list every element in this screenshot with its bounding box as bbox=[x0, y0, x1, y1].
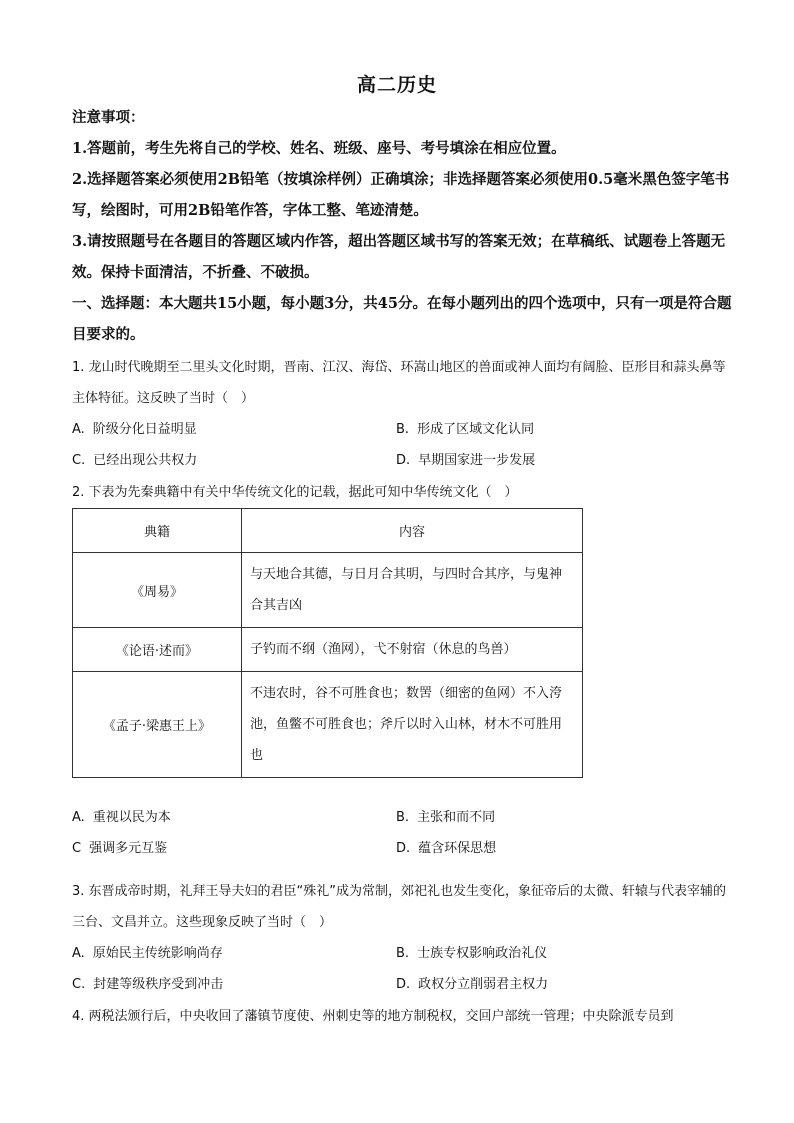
table-row bbox=[73, 628, 583, 672]
section-heading: 一、选择题：本大题共15小题，每小题3分，共45分。在每小题列出的四个选项中，只有一项是符合题目要求的。 bbox=[72, 295, 732, 343]
option-key: C. bbox=[72, 977, 86, 992]
option-key: D. bbox=[396, 453, 411, 468]
option-d[interactable] bbox=[396, 445, 535, 476]
table-cell-content: 子钓而不纲（渔网），弋不射宿（休息的鸟兽） bbox=[242, 628, 583, 672]
option-key: B. bbox=[396, 422, 410, 437]
option-text: 士族专权影响政治礼仪 bbox=[417, 946, 548, 961]
table-cell-book: 《周易》 bbox=[73, 553, 242, 628]
option-text: 重视以民为本 bbox=[92, 810, 171, 825]
option-text: 主张和而不同 bbox=[417, 810, 496, 825]
notice-item-1: 1.答题前，考生先将自己的学校、姓名、班级、座号、考号填涂在相应位置。 bbox=[72, 140, 566, 157]
table-header-content: 内容 bbox=[242, 509, 583, 553]
option-text: 阶级分化日益明显 bbox=[92, 422, 197, 437]
option-b[interactable] bbox=[396, 414, 534, 445]
option-text: 早期国家进一步发展 bbox=[418, 453, 536, 468]
option-key: D. bbox=[396, 977, 411, 992]
option-c[interactable] bbox=[72, 445, 197, 476]
option-a[interactable] bbox=[72, 802, 171, 833]
question-3-options bbox=[72, 938, 732, 1000]
page-title: 高二历史 bbox=[356, 74, 437, 96]
option-a[interactable] bbox=[72, 938, 223, 969]
option-text: 政权分立削弱君主权力 bbox=[418, 977, 549, 992]
option-text: 封建等级秩序受到冲击 bbox=[93, 977, 224, 992]
table-header-book: 典籍 bbox=[73, 509, 242, 553]
option-text: 原始民主传统影响尚存 bbox=[92, 946, 223, 961]
table-row bbox=[73, 672, 583, 778]
option-c[interactable] bbox=[72, 969, 223, 1000]
notice-item-3: 3.请按照题号在各题目的答题区域内作答，超出答题区域书写的答案无效；在草稿纸、试题卷上答题无效。保持卡面清洁，不折叠、不破损。 bbox=[72, 233, 726, 281]
question-1-options bbox=[72, 414, 732, 476]
notice-item-2: 2.选择题答案必须使用2B铅笔（按填涂样例）正确填涂；非选择题答案必须使用0.5毫米黑色签字笔书写，绘图时，可用2B铅笔作答，字体工整、笔迹清楚。 bbox=[72, 171, 730, 219]
table-header-row bbox=[73, 509, 583, 553]
table-cell-book: 《论语·述而》 bbox=[73, 628, 242, 672]
option-b[interactable] bbox=[396, 938, 547, 969]
option-key: A. bbox=[72, 946, 85, 961]
question-3-stem: 3. 东晋成帝时期，礼拜王导夫妇的君臣“殊礼”成为常制，郊祀礼也发生变化，象征帝后的太微、轩辕与代表宰辅的三台、文昌并立。这些现象反映了当时（ ） bbox=[72, 884, 727, 930]
option-key: A. bbox=[72, 810, 85, 825]
option-key: B. bbox=[396, 946, 410, 961]
notice-heading: 注意事项： bbox=[72, 109, 145, 126]
table-cell-content: 不违农时，谷不可胜食也；数罟（细密的鱼网）不入洿池，鱼鳖不可胜食也；斧斤以时入山林，材木不可胜用也 bbox=[242, 672, 583, 778]
option-key: D. bbox=[396, 841, 411, 856]
question-2-options bbox=[72, 802, 732, 864]
question-4-stem: 4. 两税法颁行后，中央收回了藩镇节度使、州刺史等的地方制税权，交回户部统一管理；中央除派专员到 bbox=[72, 1009, 674, 1024]
table-cell-book: 《孟子·梁惠王上》 bbox=[73, 672, 242, 778]
option-key: C. bbox=[72, 453, 86, 468]
option-d[interactable] bbox=[396, 833, 496, 864]
question-1-stem: 1. 龙山时代晚期至二里头文化时期，晋南、江汉、海岱、环嵩山地区的兽面或神人面均有阔脸、臣形目和蒜头鼻等主体特征。这反映了当时（ ） bbox=[72, 360, 726, 406]
table-cell-content: 与天地合其德，与日月合其明，与四时合其序，与鬼神合其吉凶 bbox=[242, 553, 583, 628]
option-d[interactable] bbox=[396, 969, 548, 1000]
option-text: 形成了区域文化认同 bbox=[417, 422, 535, 437]
option-a[interactable] bbox=[72, 414, 197, 445]
question-2-stem: 2. 下表为先秦典籍中有关中华传统文化的记载，据此可知中华传统文化（ ） bbox=[72, 485, 518, 500]
option-key: A. bbox=[72, 422, 85, 437]
option-c[interactable] bbox=[72, 833, 167, 864]
option-text: 蕴含环保思想 bbox=[418, 841, 497, 856]
option-key: B. bbox=[396, 810, 410, 825]
option-text: 强调多元互鉴 bbox=[89, 841, 168, 856]
table-row bbox=[73, 553, 583, 628]
option-key: C bbox=[72, 841, 82, 856]
option-text: 已经出现公共权力 bbox=[93, 453, 198, 468]
option-b[interactable] bbox=[396, 802, 495, 833]
source-table bbox=[72, 508, 583, 778]
